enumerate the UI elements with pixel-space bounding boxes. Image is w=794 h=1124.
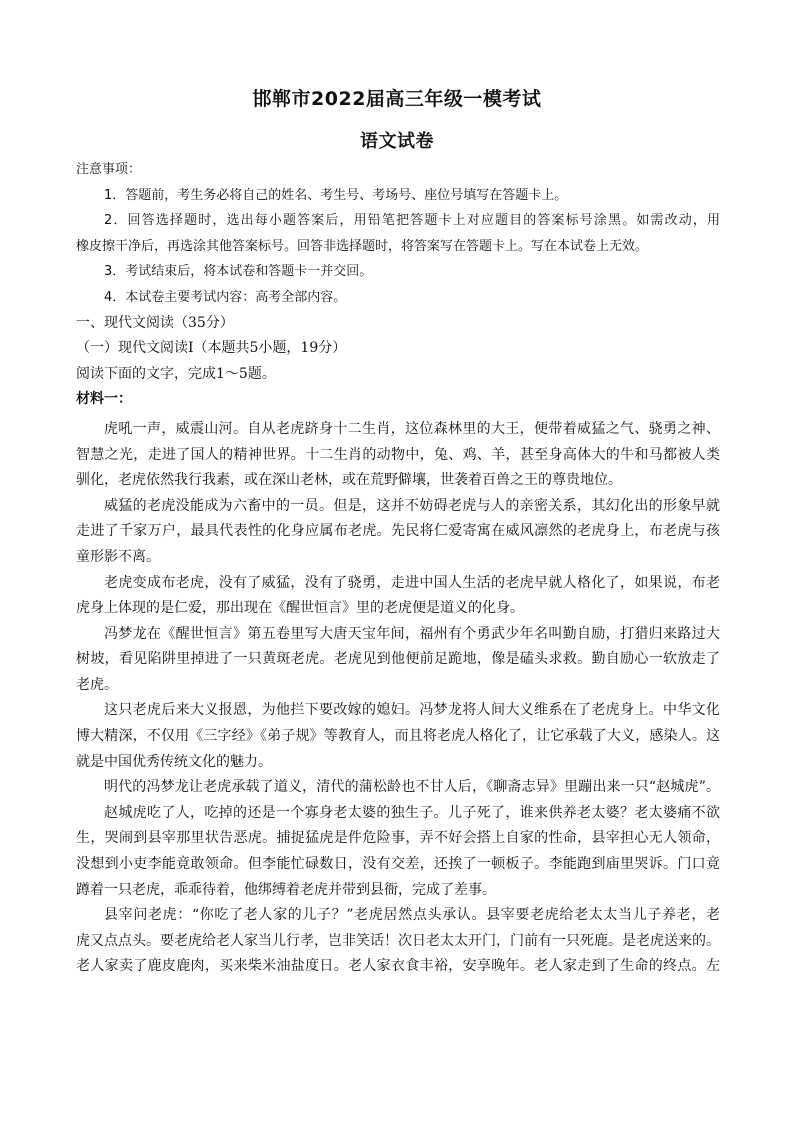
- notice-item-4: 4．本试卷主要考试内容：高考全部内容。: [104, 289, 347, 305]
- material-label: 材料一：: [76, 391, 132, 408]
- passage-line: 走进了千家万户，最具代表性的化身应属布老虎。先民将仁爱寄寓在威风凛然的老虎身上，布老虎与孩: [76, 523, 720, 540]
- passage-line: 老虎。: [76, 676, 118, 693]
- section-heading: 一、现代文阅读（35分）: [76, 314, 234, 331]
- reading-instruction: 阅读下面的文字，完成1～5题。: [76, 365, 276, 382]
- page-title: 邯郸市2022届高三年级一模考试: [252, 88, 542, 110]
- passage-line: 就是中国优秀传统文化的魅力。: [76, 753, 272, 770]
- notice-heading: 注意事项：: [76, 162, 142, 177]
- passage-line: 没想到小吏李能竟敢领命。但李能忙碌数日，没有交差，还挨了一顿板子。李能跑到庙里哭诉。门口竟: [76, 856, 720, 873]
- passage-line: 老人家卖了鹿皮鹿肉，买来柴米油盐度日。老人家衣食丰裕，安享晚年。老人家走到了生命的终点。左: [76, 958, 720, 975]
- passage-line: 树坡，看见陷阱里掉进了一只黄斑老虎。老虎见到他便前足跪地，像是磕头求救。勤自励心一软放走了: [76, 651, 720, 668]
- section-subheading: （一）现代文阅读Ⅰ（本题共5小题，19分）: [76, 340, 347, 357]
- passage-line: 县宰问老虎：“你吃了老人家的儿子？”老虎居然点头承认。县宰要老虎给老太太当儿子养老，老: [104, 907, 720, 924]
- passage-line: 冯梦龙在《醒世恒言》第五卷里写大唐天宝年间，福州有个勇武少年名叫勤自励，打猎归来路过大: [104, 625, 720, 642]
- notice-item-1: 1．答题前，考生务必将自己的姓名、考生号、考场号、座位号填写在答题卡上。: [104, 187, 568, 203]
- passage-line: 威猛的老虎没能成为六畜中的一员。但是，这并不妨碍老虎与人的亲密关系，其幻化出的形象早就: [104, 497, 720, 514]
- page-subtitle: 语文试卷: [360, 131, 434, 152]
- passage-line: 蹲着一只老虎，乖乖待着，他绑缚着老虎并带到县衙，完成了差事。: [76, 881, 496, 898]
- passage-line: 虎身上体现的是仁爱，那出现在《醒世恒言》里的老虎便是道义的化身。: [76, 600, 524, 617]
- passage-line: 驯化，老虎依然我行我素，或在深山老林，或在荒野僻壤，世袭着百兽之王的尊贵地位。: [76, 472, 622, 489]
- passage-line: 博大精深，不仅用《三字经》《弟子规》等教育人，而且将老虎人格化了，让它承载了大义，感染人。这: [76, 728, 720, 745]
- exam-body: [76, 157, 720, 980]
- passage-line: 智慧之光，走进了国人的精神世界。十二生肖的动物中，兔、鸡、羊，甚至身高体大的牛和马都被人类: [76, 446, 720, 463]
- notice-item-2-line-1: 2．回答选择题时，选出每小题答案后，用铅笔把答题卡上对应题目的答案标号涂黑。如需改动，用: [104, 213, 720, 229]
- passage-line: 童形影不离。: [76, 548, 160, 565]
- passage-line: 老虎变成布老虎，没有了威猛，没有了骁勇，走进中国人生活的老虎早就人格化了，如果说，布老: [104, 574, 720, 591]
- passage-line: 生，哭闹到县宰那里状告恶虎。捕捉猛虎是件危险事，弄不好会搭上自家的性命，县宰担心无人领命，: [76, 830, 720, 847]
- passage-line: 明代的冯梦龙让老虎承载了道义，清代的蒲松龄也不甘人后，《聊斋志异》里蹦出来一只“赵城虎”。: [104, 779, 720, 796]
- notice-item-2-line-2: 橡皮擦干净后，再选涂其他答案标号。回答非选择题时，将答案写在答题卡上。写在本试卷上无效。: [76, 238, 649, 254]
- passage-line: 虎又点点头。要老虎给老人家当儿行孝，岂非笑话！次日老太太开门，门前有一只死鹿。是老虎送来的。: [76, 932, 720, 949]
- passage-line: 这只老虎后来大义报恩，为他拦下要改嫁的媳妇。冯梦龙将人间大义维系在了老虎身上。中华文化: [104, 702, 720, 719]
- notice-item-3: 3．考试结束后，将本试卷和答题卡一并交回。: [104, 264, 373, 280]
- passage-line: 赵城虎吃了人，吃掉的还是一个寡身老太婆的独生子。儿子死了，谁来供养老太婆？老太婆痛不欲: [104, 804, 720, 821]
- passage-line: 虎吼一声，威震山河。自从老虎跻身十二生肖，这位森林里的大王，便带着威猛之气、骁勇之神、: [104, 420, 720, 437]
